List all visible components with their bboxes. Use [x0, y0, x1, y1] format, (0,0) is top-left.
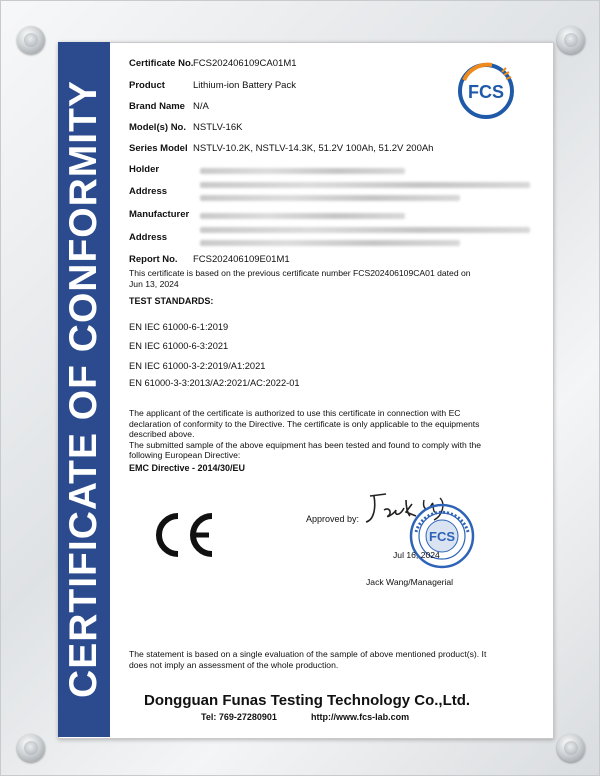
approval-date: Jul 16, 2024: [393, 550, 440, 560]
standard-item: EN IEC 61000-3-2:2019/A1:2021: [129, 361, 266, 371]
screw-top-right-icon: [557, 26, 585, 54]
standard-item: EN IEC 61000-6-3:2021: [129, 341, 229, 351]
holder-label: Holder: [129, 164, 160, 175]
screw-bottom-left-icon: [17, 734, 45, 762]
address2-redacted-line2: [200, 240, 460, 246]
company-website[interactable]: http://www.fcs-lab.com: [311, 712, 410, 722]
directive-label: EMC Directive - 2014/30/EU: [129, 463, 246, 473]
ce-mark-text: CE: [150, 512, 152, 513]
product-label: Product: [129, 80, 165, 91]
manufacturer-label: Manufacturer: [129, 209, 190, 220]
banner-title: CERTIFICATE OF CONFORMITY: [62, 80, 105, 698]
address-redacted-line2: [200, 195, 460, 201]
based-on-line1: This certificate is based on the previous certificate number FCS202406109CA01 dated on: [129, 268, 471, 278]
holder-redacted: [200, 168, 405, 174]
signatory-name: Jack Wang/Managerial: [366, 577, 454, 587]
applicant-line: described above.: [129, 429, 195, 439]
screw-bottom-right-icon: [557, 734, 585, 762]
report-label: Report No.: [129, 254, 178, 265]
brand-value: N/A: [193, 101, 209, 112]
certificate-no-value: FCS202406109CA01M1: [193, 58, 297, 69]
based-on-line2: Jun 13, 2024: [129, 279, 179, 289]
report-value: FCS202406109E01M1: [193, 254, 290, 265]
standard-item: EN 61000-3-3:2013/A2:2021/AC:2022-01: [129, 378, 300, 388]
logo-text: FCS: [468, 82, 504, 102]
applicant-line: The applicant of the certificate is authorized to use this certificate in connection with EC: [129, 408, 461, 418]
standards-heading: TEST STANDARDS:: [129, 296, 214, 306]
product-value: Lithium-ion Battery Pack: [193, 80, 296, 91]
svg-text:FCS: FCS: [429, 529, 455, 544]
manufacturer-redacted: [200, 213, 405, 219]
statement-line: does not imply an assessment of the whole production.: [129, 660, 339, 670]
series-value: NSTLV-10.2K, NSTLV-14.3K, 51.2V 100Ah, 51.2V 200Ah: [193, 143, 434, 154]
address2-redacted-line1: [200, 227, 530, 233]
screw-top-left-icon: [17, 26, 45, 54]
statement-line: The statement is based on a single evaluation of the sample of above mentioned product(s). It: [129, 649, 487, 659]
company-tel: Tel: 769-27280901: [201, 712, 277, 722]
ce-mark-icon: [150, 512, 216, 558]
approved-by-label: Approved by:: [306, 514, 360, 524]
certificate-no-label: Certificate No.: [129, 58, 194, 69]
address-label: Address: [129, 186, 168, 197]
address-redacted-line1: [200, 182, 530, 188]
fcs-logo-icon: [452, 58, 520, 124]
series-label: Series Model: [129, 143, 188, 154]
applicant-line: The submitted sample of the above equipment has been tested and found to comply with the: [129, 439, 482, 450]
applicant-line: following European Directive:: [129, 450, 241, 460]
standard-item: EN IEC 61000-6-1:2019: [129, 322, 229, 332]
model-label: Model(s) No.: [129, 122, 186, 133]
company-name: Dongguan Funas Testing Technology Co.,Ltd.: [144, 692, 471, 709]
brand-label: Brand Name: [129, 101, 185, 112]
applicant-line: declaration of conformity to the Directive. The certificate is only applicable to the equipments: [129, 418, 480, 429]
address2-label: Address: [129, 232, 168, 243]
model-value: NSTLV-16K: [193, 122, 243, 133]
